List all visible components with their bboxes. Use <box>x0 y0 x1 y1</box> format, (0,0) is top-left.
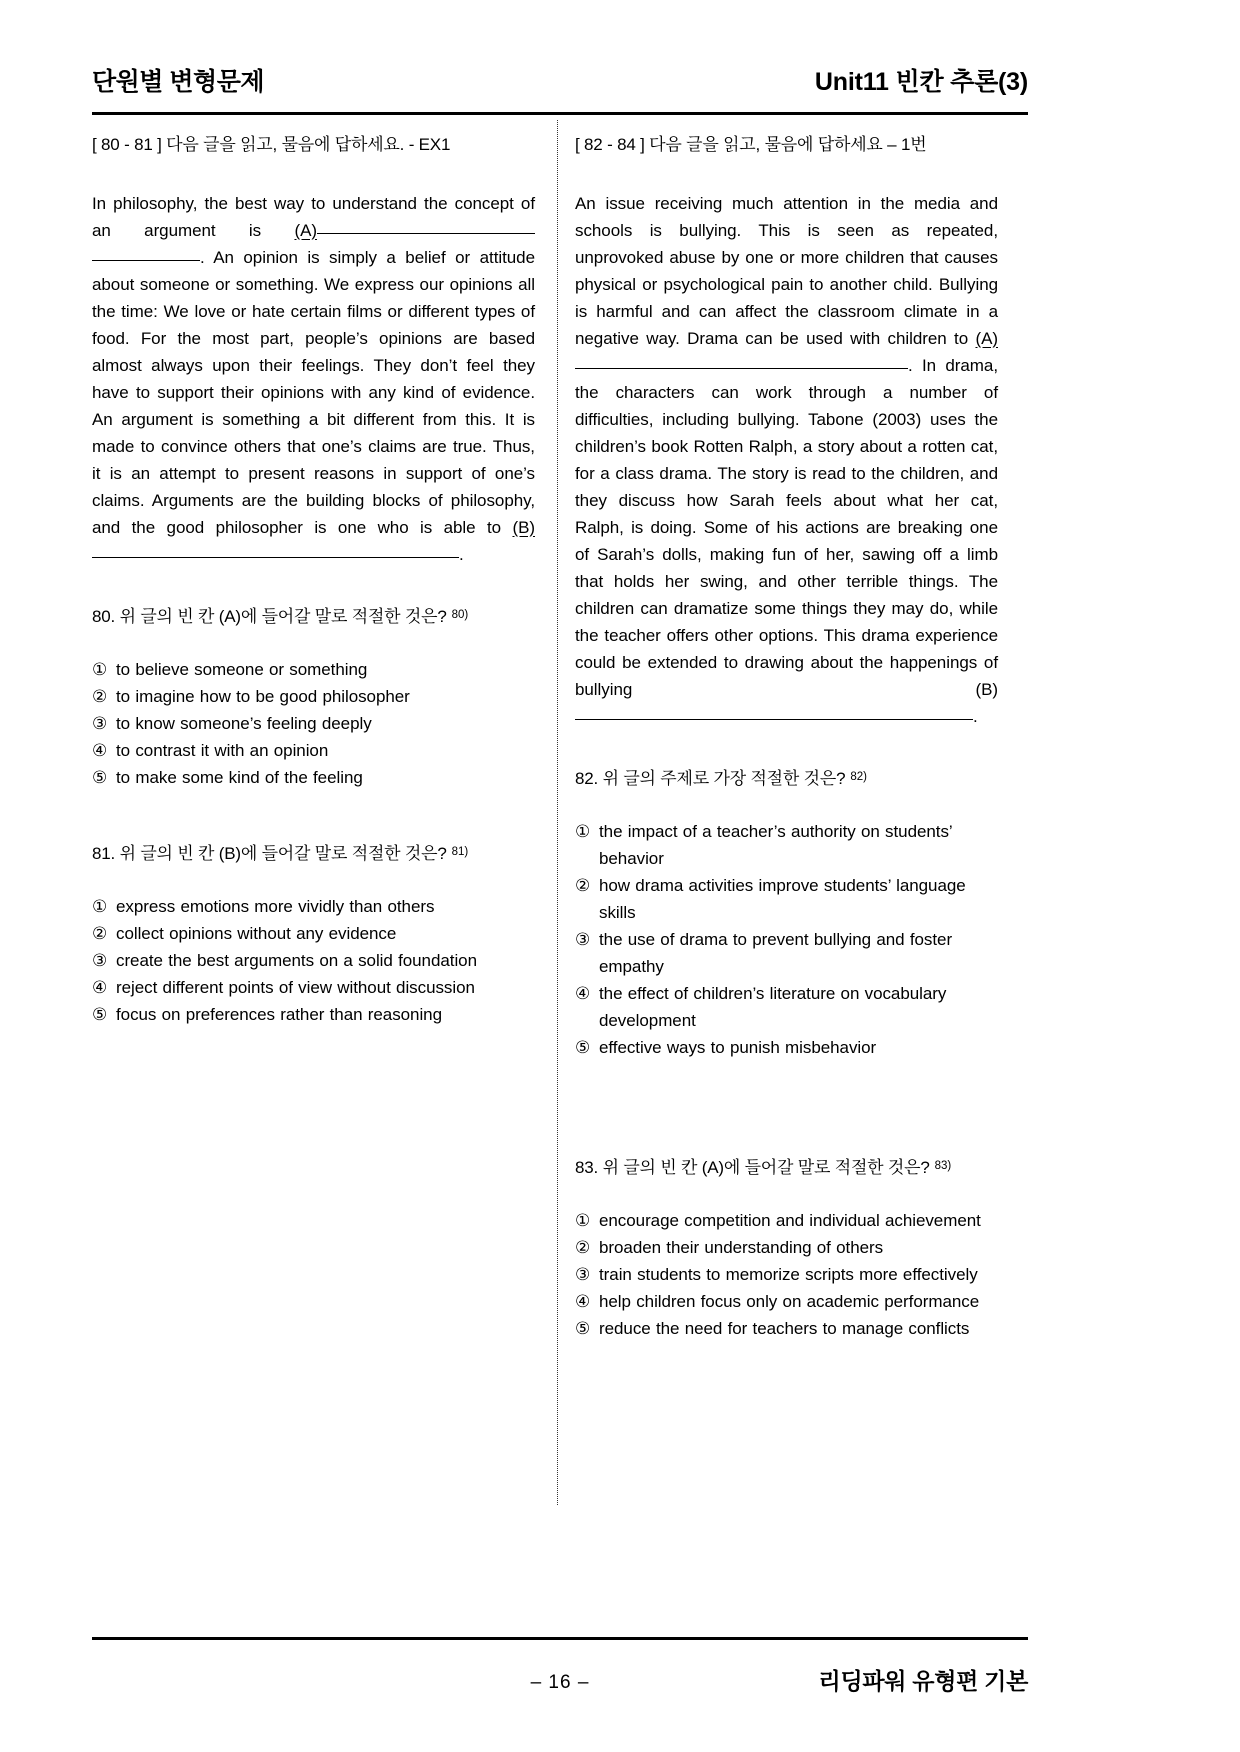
question-83-superscript: 83) <box>934 1159 952 1172</box>
question-81-text: 위 글의 빈 칸 (B)에 들어갈 말로 적절한 것은? <box>119 843 447 863</box>
choice-item[interactable] <box>575 980 998 1034</box>
choice-item[interactable] <box>92 710 535 737</box>
choice-text: reduce the need for teachers to manage conflicts <box>599 1318 970 1338</box>
question-83-number: 83. <box>575 1157 599 1177</box>
choice-item[interactable] <box>92 947 535 974</box>
page-header <box>92 62 1028 98</box>
question-82-superscript: 82) <box>850 770 867 783</box>
choice-item[interactable] <box>92 974 535 1001</box>
right-blank-a-line1 <box>575 368 800 369</box>
choice-marker: ④ <box>92 977 108 997</box>
footer-page-number: – 16 – <box>530 1672 590 1693</box>
left-blank-b-line1 <box>92 557 267 558</box>
question-81-superscript: 81) <box>451 845 469 858</box>
right-blank-a-label: (A) <box>975 328 998 348</box>
choice-marker: ③ <box>575 929 591 949</box>
question-80-number: 80. <box>92 606 116 626</box>
choice-text: reject different points of view without discussion <box>116 977 475 997</box>
choice-item[interactable] <box>92 737 535 764</box>
right-passage-part1: An issue receiving much attention in the media and schools is bullying. This is seen as repeated, unprovoked abuse by one or more children that causes physical or psychological pain to another child. Bullying is harmful and can affect the classroom climate in a negative way. Drama can be used with children to <box>575 193 998 348</box>
question-82-choices <box>575 818 998 1061</box>
right-blank-a-line2 <box>800 368 908 369</box>
left-blank-b-line2 <box>267 557 459 558</box>
footer-book-title: 리딩파워 유형편 기본 <box>818 1668 1028 1694</box>
left-passage-prompt: [ 80 - 81 ] 다음 글을 읽고, 물음에 답하세요. - EX1 <box>92 135 451 154</box>
choice-text: to contrast it with an opinion <box>116 740 329 760</box>
choice-marker: ④ <box>575 1291 591 1311</box>
left-blank-a-label: (A) <box>294 220 317 240</box>
choice-item[interactable] <box>575 1261 998 1288</box>
choice-text: encourage competition and individual achievement <box>599 1210 981 1230</box>
choice-text: train students to memorize scripts more effectively <box>599 1264 978 1284</box>
choice-marker: ② <box>92 923 108 943</box>
choice-marker: ① <box>92 659 108 679</box>
choice-text: the use of drama to prevent bullying and foster empathy <box>599 929 953 976</box>
choice-item[interactable] <box>575 1234 998 1261</box>
left-blank-a-line2 <box>92 260 200 261</box>
page-footer <box>92 1668 1028 1694</box>
content-columns <box>92 133 1028 1493</box>
choice-text: effective ways to punish misbehavior <box>599 1037 877 1057</box>
question-83-choices <box>575 1207 998 1342</box>
question-82-number: 82. <box>575 768 599 788</box>
choice-item[interactable] <box>575 872 998 926</box>
choice-text: the effect of children’s literature on vocabulary development <box>599 983 947 1030</box>
choice-marker: ② <box>575 875 591 895</box>
choice-text: the impact of a teacher’s authority on students’ behavior <box>599 821 953 868</box>
question-82-text: 위 글의 주제로 가장 적절한 것은? <box>602 768 846 788</box>
question-83 <box>575 1153 998 1181</box>
choice-item[interactable] <box>575 1034 998 1061</box>
choice-text: to believe someone or something <box>116 659 368 679</box>
choice-text: express emotions more vividly than others <box>116 896 435 916</box>
choice-marker: ⑤ <box>575 1318 591 1338</box>
choice-marker: ④ <box>575 983 591 1003</box>
choice-marker: ① <box>575 1210 591 1230</box>
choice-item[interactable] <box>575 1288 998 1315</box>
choice-text: collect opinions without any evidence <box>116 923 397 943</box>
choice-item[interactable] <box>92 920 535 947</box>
choice-item[interactable] <box>575 1315 998 1342</box>
right-passage-body <box>575 190 998 730</box>
left-passage-part3: . <box>459 544 464 564</box>
choice-item[interactable] <box>92 656 535 683</box>
left-passage-part1: In philosophy, the best way to understand the concept of an argument is <box>92 193 535 240</box>
choices-spacer <box>575 1109 998 1153</box>
question-81-number: 81. <box>92 843 116 863</box>
choice-text: broaden their understanding of others <box>599 1237 884 1257</box>
choice-item[interactable] <box>92 1001 535 1028</box>
left-blank-b-label: (B) <box>512 517 535 537</box>
left-passage-part2: . An opinion is simply a belief or attitude about someone or something. We express our opinions all the time: We love or hate certain films or different types of food. For the most part, people’s opinions are based almost always upon their feelings. They don’t feel they have to support their opinions with any kind of evidence. An argument is something a bit different from this. It is made to convince others that one’s claims are true. Thus, it is an attempt to present reasons in support of one’s claims. Arguments are the building blocks of philosophy, and the good philosopher is one who is able to <box>92 247 535 537</box>
choice-marker: ③ <box>92 950 108 970</box>
choice-text: how drama activities improve students’ language skills <box>599 875 966 922</box>
choice-marker: ① <box>92 896 108 916</box>
choice-item[interactable] <box>92 893 535 920</box>
choice-marker: ⑤ <box>92 1004 108 1024</box>
choice-item[interactable] <box>92 764 535 791</box>
question-80-choices <box>92 656 535 791</box>
choice-marker: ⑤ <box>575 1037 591 1057</box>
choice-text: to imagine how to be good philosopher <box>116 686 410 706</box>
choice-item[interactable] <box>92 683 535 710</box>
footer-divider-rule <box>92 1637 1028 1640</box>
choice-text: to make some kind of the feeling <box>116 767 363 787</box>
choice-marker: ④ <box>92 740 108 760</box>
choice-marker: ③ <box>575 1264 591 1284</box>
choice-marker: ① <box>575 821 591 841</box>
header-left-title: 단원별 변형문제 <box>92 68 264 96</box>
question-83-text: 위 글의 빈 칸 (A)에 들어갈 말로 적절한 것은? <box>602 1157 930 1177</box>
header-right-title: Unit11 빈칸 추론(3) <box>814 68 1028 96</box>
question-82 <box>575 764 998 792</box>
left-column <box>92 133 545 1493</box>
choice-item[interactable] <box>575 818 998 872</box>
choice-marker: ② <box>575 1237 591 1257</box>
choice-text: to know someone’s feeling deeply <box>116 713 372 733</box>
right-passage-part3: . <box>973 706 978 726</box>
header-divider-rule <box>92 112 1028 115</box>
choice-marker: ③ <box>92 713 108 733</box>
right-passage-prompt: [ 82 - 84 ] 다음 글을 읽고, 물음에 답하세요 – 1번 <box>575 135 927 154</box>
question-80-superscript: 80) <box>451 608 469 621</box>
choice-text: focus on preferences rather than reasoning <box>116 1004 442 1024</box>
choice-text: help children focus only on academic performance <box>599 1291 980 1311</box>
right-blank-b-line1 <box>575 719 973 720</box>
right-column <box>545 133 998 1493</box>
left-blank-a-line1 <box>317 233 535 234</box>
choice-item[interactable] <box>575 926 998 980</box>
question-80 <box>92 602 535 630</box>
right-passage-part2: . In drama, the characters can work through a number of difficulties, including bullying. Tabone (2003) uses the children’s book Rotten Ralph, a story about a rotten cat, for a class drama. The story is read to the children, and they discuss how Sarah feels about what her cat, Ralph, is doing. Some of his actions are breaking one of Sarah’s dolls, making fun of her, sawing off a limb that holds her swing, and other terrible things. The children can dramatize some things they may do, while the teacher offers other options. This drama experience could be extended to drawing about the happenings of bullying <box>575 355 998 699</box>
left-passage-body <box>92 190 535 568</box>
right-blank-b-label: (B) <box>975 679 998 699</box>
question-81 <box>92 839 535 867</box>
question-80-text: 위 글의 빈 칸 (A)에 들어갈 말로 적절한 것은? <box>119 606 447 626</box>
choice-item[interactable] <box>575 1207 998 1234</box>
question-81-choices <box>92 893 535 1028</box>
choice-marker: ② <box>92 686 108 706</box>
choice-marker: ⑤ <box>92 767 108 787</box>
choice-text: create the best arguments on a solid foundation <box>116 950 477 970</box>
